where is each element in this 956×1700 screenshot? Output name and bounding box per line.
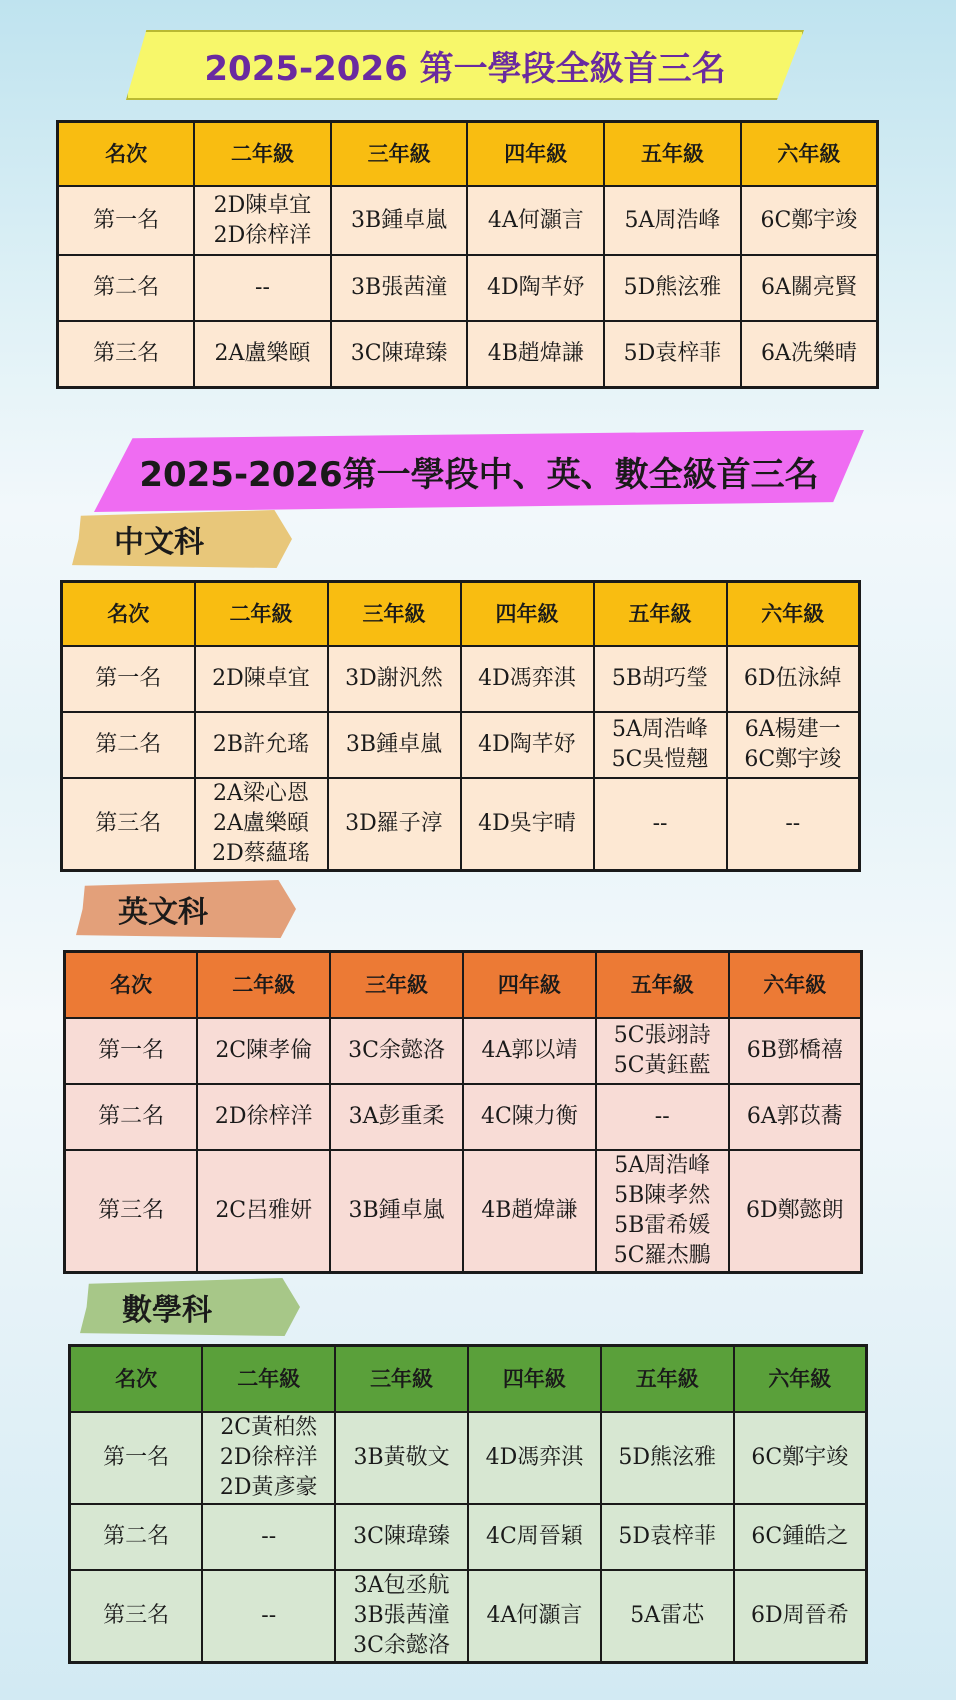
student-cell: 5A雷芯 bbox=[601, 1570, 734, 1663]
rank-cell: 第一名 bbox=[58, 186, 195, 255]
rank-cell: 第三名 bbox=[58, 321, 195, 388]
student-cell: 3B鍾卓嵐 bbox=[328, 712, 461, 778]
chinese-section-tab bbox=[72, 510, 292, 568]
student-cell: 6D鄭懿朗 bbox=[729, 1150, 862, 1273]
header-row bbox=[58, 122, 878, 187]
table-row bbox=[58, 255, 878, 321]
overall-ranking-table bbox=[56, 120, 879, 389]
column-header: 四年級 bbox=[467, 122, 604, 187]
student-cell: 2D陳卓宜 bbox=[195, 646, 328, 712]
student-cell: 4A郭以靖 bbox=[463, 1018, 596, 1084]
student-cell: 5A周浩峰 5C吳愷翹 bbox=[594, 712, 727, 778]
header-row bbox=[70, 1346, 867, 1413]
student-cell: 6C鄭宇竣 bbox=[741, 186, 878, 255]
student-cell: 3B張茜潼 bbox=[331, 255, 468, 321]
table-row bbox=[70, 1504, 867, 1570]
column-header: 五年級 bbox=[594, 582, 727, 647]
header-row bbox=[65, 952, 862, 1019]
rank-cell: 第三名 bbox=[70, 1570, 203, 1663]
student-cell: -- bbox=[202, 1504, 335, 1570]
student-cell: 4A何灝言 bbox=[468, 1570, 601, 1663]
column-header: 六年級 bbox=[734, 1346, 867, 1413]
student-cell: 4C陳力衡 bbox=[463, 1084, 596, 1150]
column-header: 三年級 bbox=[335, 1346, 468, 1413]
rank-cell: 第一名 bbox=[70, 1412, 203, 1504]
column-header: 名次 bbox=[62, 582, 195, 647]
table-row bbox=[70, 1570, 867, 1663]
student-cell: 3A彭重柔 bbox=[330, 1084, 463, 1150]
student-cell: 3D羅子淳 bbox=[328, 778, 461, 871]
column-header: 二年級 bbox=[194, 122, 331, 187]
column-header: 名次 bbox=[58, 122, 195, 187]
table-row bbox=[62, 778, 860, 871]
student-cell: 3D謝汎然 bbox=[328, 646, 461, 712]
student-cell: 4A何灝言 bbox=[467, 186, 604, 255]
column-header: 二年級 bbox=[195, 582, 328, 647]
rank-cell: 第一名 bbox=[62, 646, 195, 712]
student-cell: 4D陶芊妤 bbox=[461, 712, 594, 778]
student-cell: 6D周晉希 bbox=[734, 1570, 867, 1663]
header-row bbox=[62, 582, 860, 647]
table-row bbox=[58, 321, 878, 388]
overall-title: 2025-2026 第一學段全級首三名 bbox=[204, 48, 726, 89]
student-cell: 6C鍾皓之 bbox=[734, 1504, 867, 1570]
student-cell: 4C周晉穎 bbox=[468, 1504, 601, 1570]
student-cell: 3C陳瑋臻 bbox=[335, 1504, 468, 1570]
student-cell: 6A郭苡蕎 bbox=[729, 1084, 862, 1150]
table-row bbox=[62, 712, 860, 778]
student-cell: 6C鄭宇竣 bbox=[734, 1412, 867, 1504]
student-cell: 2A梁心恩 2A盧樂頤 2D蔡蘊瑤 bbox=[195, 778, 328, 871]
student-cell: 6A關亮賢 bbox=[741, 255, 878, 321]
student-cell: 4B趙煒謙 bbox=[463, 1150, 596, 1273]
column-header: 二年級 bbox=[197, 952, 330, 1019]
student-cell: 3B黃敬文 bbox=[335, 1412, 468, 1504]
student-cell: 6A楊建一 6C鄭宇竣 bbox=[727, 712, 860, 778]
student-cell: 4B趙煒謙 bbox=[467, 321, 604, 388]
rank-cell: 第三名 bbox=[62, 778, 195, 871]
column-header: 三年級 bbox=[330, 952, 463, 1019]
english-section-label: 英文科 bbox=[118, 895, 208, 930]
column-header: 六年級 bbox=[741, 122, 878, 187]
student-cell: 5D熊泫雅 bbox=[604, 255, 741, 321]
student-cell: 2C陳孝倫 bbox=[197, 1018, 330, 1084]
student-cell: 5A周浩峰 5B陳孝然 5B雷希媛 5C羅杰鵬 bbox=[596, 1150, 729, 1273]
student-cell: 3B鍾卓嵐 bbox=[331, 186, 468, 255]
student-cell: 6A冼樂晴 bbox=[741, 321, 878, 388]
table-row bbox=[65, 1018, 862, 1084]
column-header: 四年級 bbox=[463, 952, 596, 1019]
column-header: 六年級 bbox=[727, 582, 860, 647]
column-header: 名次 bbox=[65, 952, 198, 1019]
column-header: 六年級 bbox=[729, 952, 862, 1019]
student-cell: 5A周浩峰 bbox=[604, 186, 741, 255]
chinese-ranking-table bbox=[60, 580, 861, 872]
student-cell: 4D馮弈淇 bbox=[468, 1412, 601, 1504]
student-cell: -- bbox=[202, 1570, 335, 1663]
student-cell: 2B許允瑤 bbox=[195, 712, 328, 778]
student-cell: 5B胡巧瑩 bbox=[594, 646, 727, 712]
table-row bbox=[70, 1412, 867, 1504]
student-cell: 3B鍾卓嵐 bbox=[330, 1150, 463, 1273]
rank-cell: 第二名 bbox=[62, 712, 195, 778]
english-ranking-table bbox=[63, 950, 863, 1274]
student-cell: 2C黃柏然 2D徐梓洋 2D黃彥豪 bbox=[202, 1412, 335, 1504]
column-header: 二年級 bbox=[202, 1346, 335, 1413]
student-cell: 5C張翊詩 5C黃鈺藍 bbox=[596, 1018, 729, 1084]
student-cell: 4D陶芊妤 bbox=[467, 255, 604, 321]
student-cell: 2D陳卓宜 2D徐梓洋 bbox=[194, 186, 331, 255]
rank-cell: 第一名 bbox=[65, 1018, 198, 1084]
overall-title-banner bbox=[126, 30, 804, 100]
student-cell: 3A包丞航 3B張茜潼 3C余懿洛 bbox=[335, 1570, 468, 1663]
column-header: 名次 bbox=[70, 1346, 203, 1413]
subjects-title-banner bbox=[94, 430, 864, 512]
table-row bbox=[58, 186, 878, 255]
math-ranking-table bbox=[68, 1344, 868, 1664]
column-header: 三年級 bbox=[328, 582, 461, 647]
table-row bbox=[65, 1084, 862, 1150]
student-cell: 5D袁梓菲 bbox=[604, 321, 741, 388]
student-cell: 5D袁梓菲 bbox=[601, 1504, 734, 1570]
math-section-label: 數學科 bbox=[122, 1293, 212, 1328]
student-cell: 2A盧樂頤 bbox=[194, 321, 331, 388]
column-header: 五年級 bbox=[601, 1346, 734, 1413]
student-cell: -- bbox=[594, 778, 727, 871]
student-cell: 5D熊泫雅 bbox=[601, 1412, 734, 1504]
student-cell: 2D徐梓洋 bbox=[197, 1084, 330, 1150]
subjects-title: 2025-2026第一學段中、英、數全級首三名 bbox=[139, 454, 819, 495]
column-header: 五年級 bbox=[596, 952, 729, 1019]
student-cell: 3C陳瑋臻 bbox=[331, 321, 468, 388]
column-header: 四年級 bbox=[468, 1346, 601, 1413]
student-cell: 4D吳宇晴 bbox=[461, 778, 594, 871]
column-header: 三年級 bbox=[331, 122, 468, 187]
student-cell: -- bbox=[596, 1084, 729, 1150]
student-cell: -- bbox=[194, 255, 331, 321]
student-cell: 3C余懿洛 bbox=[330, 1018, 463, 1084]
student-cell: 4D馮弈淇 bbox=[461, 646, 594, 712]
student-cell: -- bbox=[727, 778, 860, 871]
table-row bbox=[62, 646, 860, 712]
student-cell: 6D伍泳綽 bbox=[727, 646, 860, 712]
rank-cell: 第二名 bbox=[65, 1084, 198, 1150]
rank-cell: 第三名 bbox=[65, 1150, 198, 1273]
chinese-section-label: 中文科 bbox=[114, 525, 204, 560]
english-section-tab bbox=[76, 880, 296, 938]
column-header: 四年級 bbox=[461, 582, 594, 647]
table-row bbox=[65, 1150, 862, 1273]
student-cell: 2C呂雅妍 bbox=[197, 1150, 330, 1273]
rank-cell: 第二名 bbox=[70, 1504, 203, 1570]
rank-cell: 第二名 bbox=[58, 255, 195, 321]
student-cell: 6B鄧橋禧 bbox=[729, 1018, 862, 1084]
math-section-tab bbox=[80, 1278, 300, 1336]
column-header: 五年級 bbox=[604, 122, 741, 187]
